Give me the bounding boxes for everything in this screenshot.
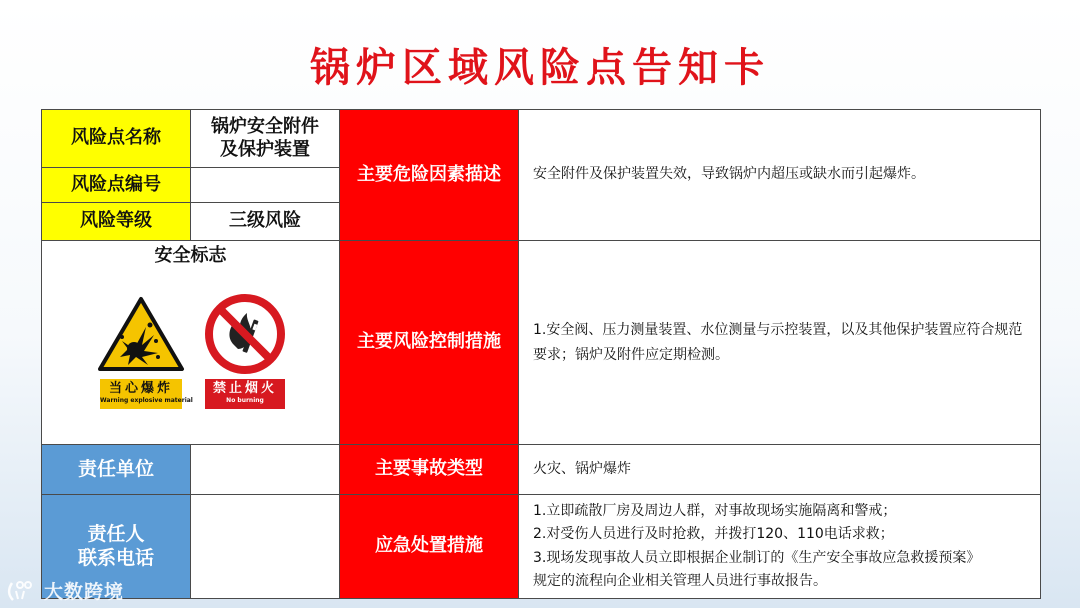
- contact-label-line2: 联系电话: [77, 546, 154, 569]
- contact-label-line1: 责任人: [87, 522, 145, 545]
- risk-name-label: 风险点名称: [42, 110, 191, 168]
- risk-name-value-line2: 及保护装置: [220, 138, 310, 160]
- risk-number-label: 风险点编号: [42, 168, 191, 203]
- main-hazard-text: 安全附件及保护装置失效，导致锅炉内超压或缺水而引起爆炸。: [519, 110, 1040, 241]
- risk-level-label: 风险等级: [42, 203, 191, 241]
- emergency-item: 1.立即疏散厂房及周边人群，对事故现场实施隔离和警戒；: [533, 503, 897, 520]
- risk-control-text: 1.安全阀、压力测量装置、水位测量与示控装置，以及其他保护装置应符合规范要求；锅炉及附件应定期检测。: [519, 241, 1040, 445]
- emergency-item: 规定的流程向企业相关管理人员进行事故报告。: [533, 572, 827, 589]
- no-fire-text: 禁止烟火: [212, 381, 277, 396]
- main-hazard-label: 主要危险因素描述: [340, 110, 519, 241]
- safety-signs-title: 安全标志: [154, 245, 227, 266]
- watermark-logo-icon: [6, 579, 40, 603]
- risk-level-value: 三级风险: [191, 203, 340, 241]
- accident-type-text: 火灾、锅炉爆炸: [519, 445, 1040, 495]
- explosion-warning-text: 当心爆炸: [108, 381, 173, 396]
- contact-value: [191, 495, 340, 598]
- emergency-list: [519, 495, 1040, 598]
- watermark: [6, 577, 124, 604]
- emergency-item: 3.现场发现事故人员立即根据企业制订的《生产安全事故应急救援预案》: [533, 549, 981, 566]
- responsible-unit-label: 责任单位: [42, 445, 191, 495]
- no-fire-subtext: No burning: [226, 397, 264, 404]
- no-fire-icon: [204, 293, 286, 375]
- emergency-item: 2.对受伤人员进行及时抢救，并拨打120、110电话求救；: [533, 526, 894, 543]
- explosion-warning-label: [100, 379, 193, 409]
- risk-name-value-line1: 锅炉安全附件: [211, 116, 319, 137]
- explosion-warning-icon: [98, 297, 184, 371]
- page-title: 锅炉区域风险点告知卡: [310, 45, 770, 91]
- accident-type-label: 主要事故类型: [340, 445, 519, 495]
- risk-number-value: [191, 168, 340, 203]
- responsible-unit-value: [191, 445, 340, 495]
- emergency-label: 应急处置措施: [340, 495, 519, 598]
- no-fire-label: [205, 379, 285, 409]
- risk-name-value: [191, 110, 340, 168]
- risk-card: [41, 109, 1041, 599]
- risk-control-label: 主要风险控制措施: [340, 241, 519, 445]
- explosion-warning-subtext: Warning explosive material: [100, 397, 193, 404]
- watermark-text: 大数跨境: [44, 581, 125, 603]
- safety-signs-panel: [42, 241, 340, 445]
